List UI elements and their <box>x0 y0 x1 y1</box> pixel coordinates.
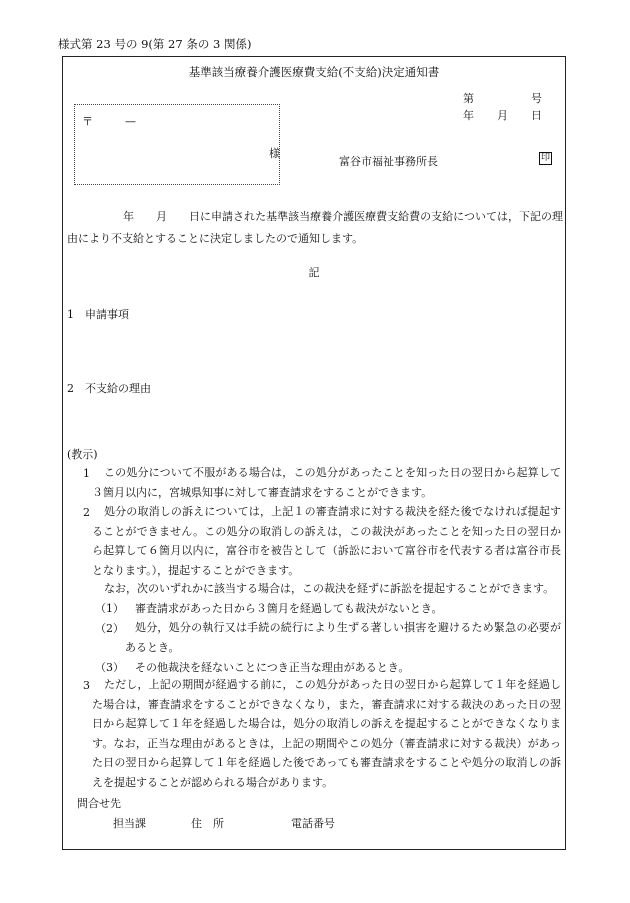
recipient-address-box <box>74 104 280 185</box>
kyoji-item-2-note: なお，次のいずれかに該当する場合は，この裁決を経ずに訴訟を提起することができます。 <box>104 582 555 595</box>
date-month-label: 月 <box>497 109 508 122</box>
sender-name: 富谷市福祉事務所長 <box>339 155 438 168</box>
notice-frame <box>62 56 566 850</box>
kyoji-sub-1-text: 審査請求があった日から３箇月を経過しても裁決がないとき。 <box>135 602 443 615</box>
kyoji-sub-3-number: （3） <box>95 661 124 674</box>
contact-department: 担当課 <box>113 817 146 830</box>
intro-paragraph: 年 月 日に申請された基準該当療養介護医療費支給費の支給については，下記の理由により不支給とすることに決定しましたので通知します。 <box>67 210 563 245</box>
kyoji-item-3-number: 3 <box>83 679 90 692</box>
ki-heading: 記 <box>308 266 320 279</box>
date-day-label: 日 <box>531 109 542 122</box>
contact-label: 問合せ先 <box>77 797 121 810</box>
date-year-label: 年 <box>463 109 474 122</box>
kyoji-item-3-text: ただし，上記の期間が経過する前に，この処分があった日の翌日から起算して１年を経過した場合は，審査請求をすることができなくなり，また，審査請求に対する裁決のあった日の翌日から起算して１年を経過した場合は，処分の取消しの訴えを提起することができなくなります。なお，正当な理由があるときは，上記の期間やこの処分（審査請求に対する裁決）があった日の翌日から起算して１年を経過した後であっても審査請求をすることや処分の取消しの訴えを提起することが認められる場合があります。 <box>92 678 561 789</box>
kyoji-item-1-text: この処分について不服がある場合は，この処分があったことを知った日の翌日から起算して３箇月以内に，宮城県知事に対して審査請求をすることができます。 <box>92 466 561 499</box>
kyoji-sub-1-number: （1） <box>95 602 124 615</box>
kyoji-sub-2-number: （2） <box>95 622 124 635</box>
document-title: 基準該当療養介護医療費支給(不支給)決定通知書 <box>188 65 440 79</box>
kyoji-item-1-number: 1 <box>83 467 90 480</box>
contact-phone-label: 電話番号 <box>291 817 335 830</box>
seal-mark: 印 <box>540 153 550 163</box>
contact-address-label: 住 所 <box>191 817 224 830</box>
section-denial-reason: 2 不支給の理由 <box>67 382 151 395</box>
recipient-honorific: 様 <box>269 147 280 160</box>
section-application-items: 1 申請事項 <box>67 308 129 321</box>
kyoji-item-2-number: 2 <box>83 506 90 519</box>
kyoji-sub-3-text: その他裁決を経ないことにつき正当な理由があるとき。 <box>135 661 410 674</box>
kyoji-sub-2-text: 処分，処分の執行又は手続の続行により生ずる著しい損害を避けるため緊急の必要があるとき。 <box>125 621 561 654</box>
kyoji-heading: (教示) <box>67 448 98 461</box>
postal-code-dash: — <box>125 115 136 128</box>
document-number-label: 第 <box>463 92 474 105</box>
postal-mark: 〒 <box>82 115 93 128</box>
document-number-suffix: 号 <box>531 92 542 105</box>
form-number: 様式第 23 号の 9(第 27 条の 3 関係) <box>58 37 252 51</box>
kyoji-item-2-text: 処分の取消しの訴えについては，上記１の審査請求に対する裁決を経た後でなければ提起することができません。この処分の取消しの訴えは，この裁決があったことを知った日の翌日から起算して６箇月以内に，富谷市を被告として（訴訟において富谷市を代表する者は富谷市長となります。），提起することができます。 <box>92 505 561 577</box>
